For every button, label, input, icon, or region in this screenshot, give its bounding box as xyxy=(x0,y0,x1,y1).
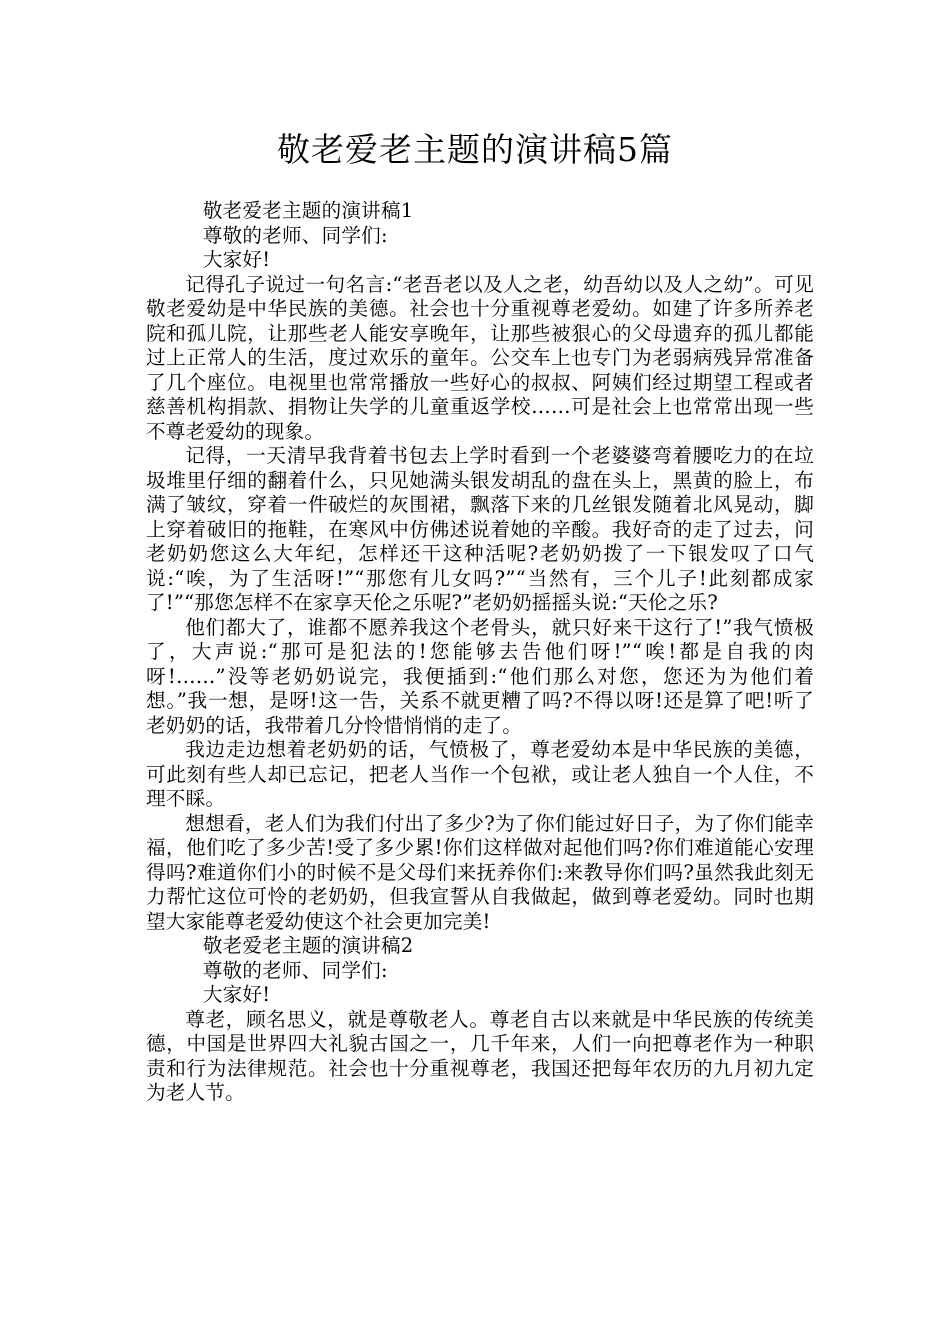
salutation: 尊敬的老师、同学们: xyxy=(202,223,388,247)
document-body xyxy=(146,199,814,1106)
greeting: 大家好! xyxy=(202,248,271,271)
document-title: 敬老爱老主题的演讲稿5篇 xyxy=(277,130,673,169)
body-paragraph: 我边走边想着老奶奶的话，气愤极了，尊老爱幼本是中华民族的美德，可此刻有些人却已忘记，把老人当作一个包袱，或让老人独自一个人住，不理不睬。 xyxy=(146,738,814,810)
speech-heading-1: 敬老爱老主题的演讲稿1 xyxy=(202,199,414,222)
body-paragraph: 尊老，顾名思义，就是尊敬老人。尊老自古以来就是中华民族的传统美德，中国是世界四大礼貌古国之一，几千年来，人们一向把尊老作为一种职责和行为法律规范。社会也十分重视尊老，我国还把每年农历的九月初九定为老人节。 xyxy=(146,1007,814,1104)
body-paragraph: 想想看，老人们为我们付出了多少?为了你们能过好日子，为了你们能幸福，他们吃了多少苦!受了多少累!你们这样做对起他们吗?你们难道能心安理得吗?难道你们小的时候不是父母们来抚养你们:来教导你们吗?虽然我此刻无力帮忙这位可怜的老奶奶，但我宣誓从自我做起，做到尊老爱幼。同时也期望大家能尊老爱幼使这个社会更加完美! xyxy=(146,811,814,933)
body-paragraph: 记得，一天清早我背着书包去上学时看到一个老婆婆弯着腰吃力的在垃圾堆里仔细的翻着什么，只见她满头银发胡乱的盘在头上，黑黄的脸上，布满了皱纹，穿着一件破烂的灰围裙，飘落下来的几丝银发随着北风晃动，脚上穿着破旧的拖鞋，在寒风中仿佛述说着她的辛酸。我好奇的走了过去，问老奶奶您这么大年纪，怎样还干这种活呢?老奶奶拨了一下银发叹了口气说:“唉，为了生活呀!”“那您有儿女吗?”“当然有，三个儿子!此刻都成家了!”“那您怎样不在家享天伦之乐呢?”老奶奶摇摇头说:“天伦之乐? xyxy=(146,444,814,614)
body-paragraph: 他们都大了，谁都不愿养我这个老骨头，就只好来干这行了!”我气愤极了，大声说:“那可是犯法的!您能够去告他们呀!”“唉!都是自我的肉呀!……”没等老奶奶说完，我便插到:“他们那么对您，您还为为他们着想。”我一想，是呀!这一告，关系不就更糟了吗?不得以呀!还是算了吧!听了老奶奶的话，我带着几分怜惜悄悄的走了。 xyxy=(146,615,814,737)
salutation: 尊敬的老师、同学们: xyxy=(202,958,388,982)
body-paragraph: 记得孔子说过一句名言:“老吾老以及人之老，幼吾幼以及人之幼”。可见敬老爱幼是中华民族的美德。社会也十分重视尊老爱幼。如建了许多所养老院和孤儿院，让那些老人能安享晚年，让那些被狠心的父母遗弃的孤儿都能过上正常人的生活，度过欢乐的童年。公交车上也专门为老弱病残异常准备了几个座位。电视里也常常播放一些好心的叔叔、阿姨们经过期望工程或者慈善机构捐款、捐物让失学的儿童重返学校……可是社会上也常常出现一些不尊老爱幼的现象。 xyxy=(146,272,814,443)
greeting: 大家好! xyxy=(202,983,271,1006)
speech-heading-2: 敬老爱老主题的演讲稿2 xyxy=(202,934,414,957)
